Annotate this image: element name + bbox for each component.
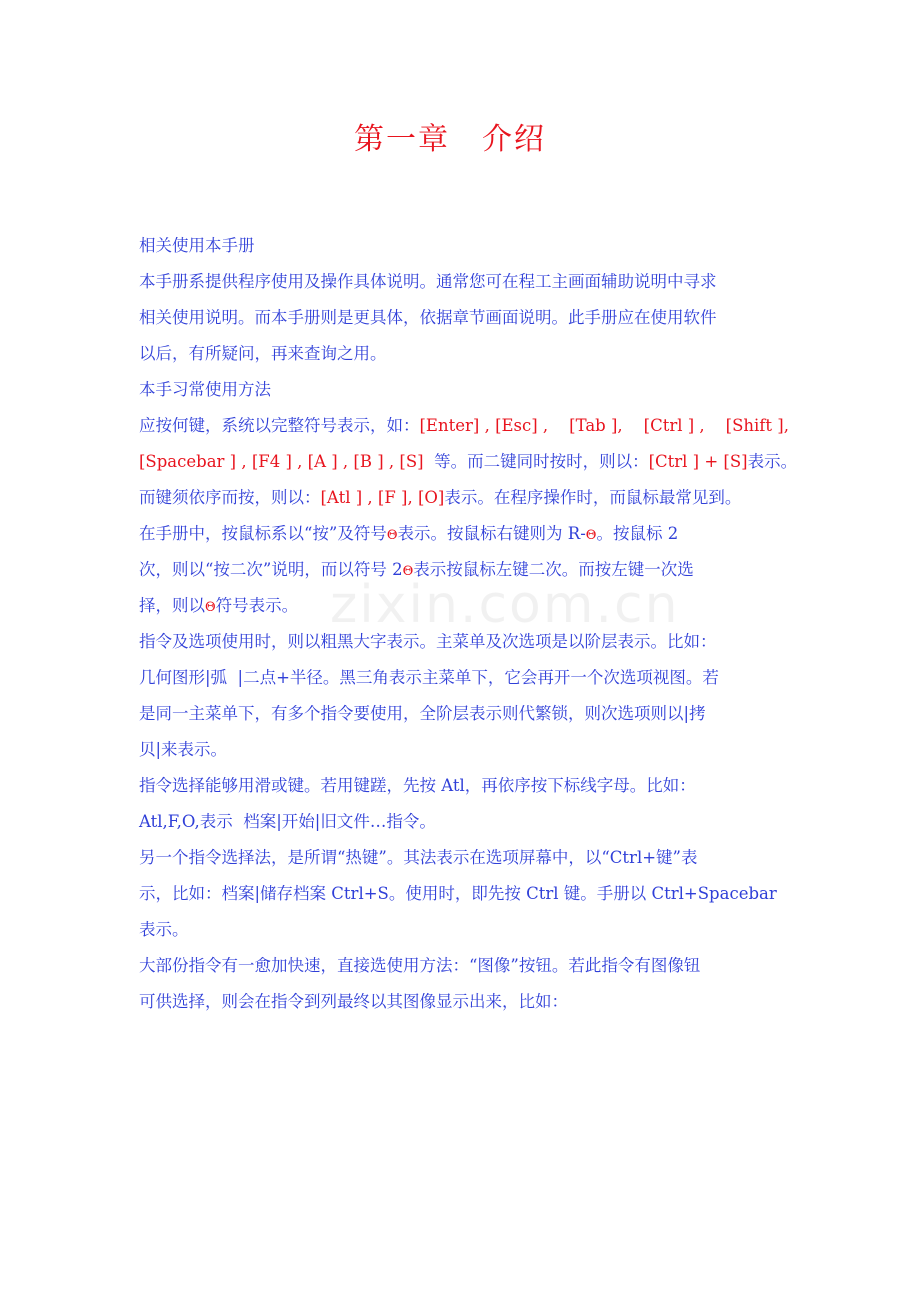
paragraph-line: 在手册中，按鼠标系以“按”及符号Θ表示。按鼠标右键则为 R-Θ。按鼠标 2 (139, 524, 679, 543)
paragraph-line: 指令及选项使用时，则以粗黑大字表示。主菜单及次选项是以阶层表示。比如： (139, 632, 717, 651)
paragraph-line: 几何图形|弧 |二点+半径。黑三角表示主菜单下，它会再开一个次选项视图。若 (139, 668, 719, 687)
paragraph-line: 以后，有所疑问，再来查询之用。 (139, 344, 387, 363)
mouse-symbol: Θ (205, 600, 216, 615)
paragraph-line: 本手册系提供程序使用及操作具体说明。通常您可在程工主画面辅助说明中寻求 (139, 272, 717, 291)
paragraph-line: 可供选择，则会在指令到列最终以其图像显示出来，比如： (139, 992, 568, 1011)
chapter-title (0, 118, 900, 162)
paragraph-line: [Spacebar ] , [F4 ] , [A ] , [B ] , [S] 等。而二键同时按时，则以：[Ctrl ] + [S]表示。 (139, 452, 798, 471)
paragraph-line: 示，比如：档案|储存档案 Ctrl+S。使用时，即先按 Ctrl 键。手册以 Ctrl+Spacebar (139, 884, 777, 903)
paragraph-line: 是同一主菜单下，有多个指令要使用，全阶层表示则代繁锁，则次选项则以|拷 (139, 704, 706, 723)
mouse-symbol: Θ (402, 564, 414, 579)
paragraph-line: 次，则以“按二次”说明，而以符号 2Θ表示按鼠标左键二次。而按左键一次选 (139, 560, 694, 579)
paragraph-line: 另一个指令选择法，是所谓“热键”。其法表示在选项屏幕中，以“Ctrl+键”表 (139, 848, 698, 867)
watermark: zixin.com.cn (330, 575, 680, 635)
key-notation: [Enter] , [Esc] , [Tab ], [Ctrl ] , [Shift ], (419, 416, 789, 435)
mouse-symbol: Θ (585, 528, 597, 543)
section-heading: 相关使用本手册 (139, 236, 255, 255)
paragraph-line: Atl,F,O,表示 档案|开始|旧文件…指令。 (139, 812, 436, 831)
document-body (139, 228, 798, 1020)
key-notation: [Ctrl ] + [S] (648, 452, 748, 471)
mouse-symbol: Θ (386, 528, 398, 543)
paragraph-line: 择，则以Θ符号表示。 (139, 596, 299, 615)
paragraph-line: 表示。 (139, 920, 189, 939)
paragraph-line: 相关使用说明。而本手册则是更具体，依据章节画面说明。此手册应在使用软件 (139, 308, 717, 327)
key-notation: [Atl ] , [F ], [O] (320, 488, 445, 507)
paragraph-line: 大部份指令有一愈加快速，直接选使用方法：“图像”按钮。若此指令有图像钮 (139, 956, 701, 975)
chapter-number: 第一章 (354, 122, 450, 157)
chapter-name: 介绍 (482, 122, 546, 157)
key-notation: [Spacebar ] , [F4 ] , [A ] , [B ] , [S] (139, 452, 424, 471)
paragraph-line: 而键须依序而按，则以：[Atl ] , [F ], [O]表示。在程序操作时，而鼠标最常见到。 (139, 488, 742, 507)
paragraph-line: 应按何键，系统以完整符号表示，如：[Enter] , [Esc] , [Tab ], [Ctrl ] , [Shift ], (139, 416, 789, 435)
paragraph-line: 贝|来表示。 (139, 740, 228, 759)
section-heading: 本手习常使用方法 (139, 380, 271, 399)
paragraph-line: 指令选择能够用滑或键。若用键蹉，先按 Atl，再依序按下标线字母。比如： (139, 776, 696, 795)
